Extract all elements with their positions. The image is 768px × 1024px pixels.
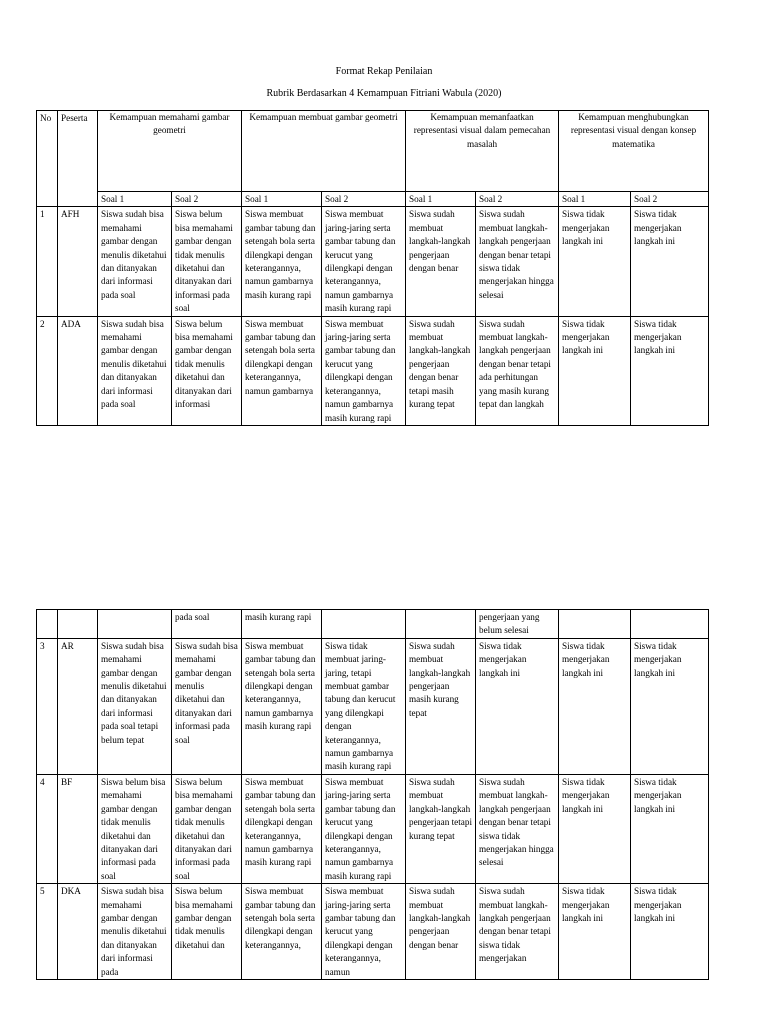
row-no: 1 [37,207,58,316]
header-soal: Soal 2 [476,192,559,207]
header-group: Kemampuan membuat gambar geometri [242,111,406,192]
row-cell: Siswa sudah membuat langkah-langkah pengerjaan tetapi kurang tepat [406,774,476,883]
row-cell: Siswa sudah membuat langkah-langkah pengerjaan masih kurang tepat [406,638,476,774]
row-cell: Siswa tidak membuat jaring-jaring, tetapi membuat gambar tabung dan kerucut yang dilengkapi dengan keterangannya, namun gambarnya masih kurang rapi [322,638,406,774]
row-cell: Siswa membuat gambar tabung dan setengah bola serta dilengkapi dengan keterangannya, namun gambarnya masih kurang rapi [242,207,322,316]
continuation-cell [98,610,172,639]
document-title: Format Rekap Penilaian [335,66,433,77]
header-soal: Soal 2 [322,192,406,207]
row-cell: Siswa tidak mengerjakan langkah ini [631,316,709,425]
continuation-cell [58,610,98,639]
header-soal: Soal 1 [242,192,322,207]
continuation-cell [406,610,476,639]
assessment-table-page-1 [36,110,709,426]
header-soal: Soal 1 [406,192,476,207]
row-cell: Siswa membuat jaring-jaring serta gambar tabung dan kerucut yang dilengkapi dengan keterangannya, namun gambarnya masih kurang rapi [322,316,406,425]
row-cell: Siswa membuat gambar tabung dan setengah bola serta dilengkapi dengan keterangannya, namun gambarnya [242,316,322,425]
continuation-cell [37,610,58,639]
row-cell: Siswa sudah membuat langkah-langkah pengerjaan dengan benar [406,884,476,980]
row-no: 5 [37,884,58,980]
row-no: 2 [37,316,58,425]
table-row [37,207,709,316]
continuation-cell: pada soal [172,610,242,639]
row-cell: Siswa sudah membuat langkah-langkah pengerjaan dengan benar tetapi ada perhitungan yang masih kurang tepat dan langkah [476,316,559,425]
continuation-cell: masih kurang rapi [242,610,322,639]
row-cell: Siswa tidak mengerjakan langkah ini [559,884,631,980]
row-peserta: AFH [58,207,98,316]
header-soal: Soal 1 [98,192,172,207]
row-cell: Siswa tidak mengerjakan langkah ini [631,638,709,774]
table-row [37,638,709,774]
row-cell: Siswa belum bisa memahami gambar dengan tidak menulis diketahui dan [172,884,242,980]
row-cell: Siswa tidak mengerjakan langkah ini [631,774,709,883]
continuation-cell: pengerjaan yang belum selesai [476,610,559,639]
header-soal: Soal 2 [172,192,242,207]
document-subtitle: Rubrik Berdasarkan 4 Kemampuan Fitriani Wabula (2020) [266,88,502,99]
row-cell: Siswa membuat gambar tabung dan setengah bola serta dilengkapi dengan keterangannya, [242,884,322,980]
row-cell: Siswa membuat gambar tabung dan setengah bola serta dilengkapi dengan keterangannya, namun gambarnya masih kurang rapi [242,638,322,774]
assessment-table-page-2 [36,609,709,980]
row-cell: Siswa tidak mengerjakan langkah ini [559,316,631,425]
header-soal: Soal 1 [559,192,631,207]
continuation-row [37,610,709,639]
row-cell: Siswa sudah membuat langkah-langkah pengerjaan dengan benar tetapi siswa tidak mengerjakan hingga selesai [476,207,559,316]
row-cell: Siswa membuat jaring-jaring serta gambar tabung dan kerucut yang dilengkapi dengan keterangannya, namun gambarnya masih kurang rapi [322,207,406,316]
row-cell: Siswa belum bisa memahami gambar dengan tidak menulis diketahui dan ditanyakan dari informasi pada soal [172,207,242,316]
row-cell: Siswa belum bisa memahami gambar dengan tidak menulis diketahui dan ditanyakan dari informasi [172,316,242,425]
header-group: Kemampuan memahami gambar geometri [98,111,242,192]
row-cell: Siswa sudah bisa memahami gambar dengan menulis diketahui dan ditanyakan dari informasi pada soal [98,207,172,316]
row-cell: Siswa tidak mengerjakan langkah ini [631,207,709,316]
row-peserta: AR [58,638,98,774]
row-cell: Siswa belum bisa memahami gambar dengan tidak menulis diketahui dan ditanyakan dari informasi pada soal [172,774,242,883]
row-no: 3 [37,638,58,774]
row-no: 4 [37,774,58,883]
header-group: Kemampuan menghubungkan representasi visual dengan konsep matematika [559,111,709,192]
table-row [37,774,709,883]
header-no: No [37,111,58,207]
row-cell: Siswa tidak mengerjakan langkah ini [559,207,631,316]
row-cell: Siswa sudah membuat langkah-langkah pengerjaan dengan benar [406,207,476,316]
row-cell: Siswa membuat jaring-jaring serta gambar tabung dan kerucut yang dilengkapi dengan keterangannya, namun gambarnya masih kurang rapi [322,774,406,883]
row-cell: Siswa membuat jaring-jaring serta gambar tabung dan kerucut yang dilengkapi dengan keterangannya, namun [322,884,406,980]
row-cell: Siswa sudah membuat langkah-langkah pengerjaan dengan benar tetapi siswa tidak mengerjakan hingga selesai [476,774,559,883]
header-row [37,111,709,192]
row-cell: Siswa sudah bisa memahami gambar dengan menulis diketahui dan ditanyakan dari informasi pada soal tetapi belum tepat [98,638,172,774]
header-group: Kemampuan memanfaatkan representasi visual dalam pemecahan masalah [406,111,559,192]
row-cell: Siswa sudah bisa memahami gambar dengan menulis diketahui dan ditanyakan dari informasi pada soal [172,638,242,774]
row-cell: Siswa tidak mengerjakan langkah ini [559,638,631,774]
table-row [37,884,709,980]
row-peserta: DKA [58,884,98,980]
continuation-cell [631,610,709,639]
row-cell: Siswa tidak mengerjakan langkah ini [631,884,709,980]
row-peserta: BF [58,774,98,883]
continuation-cell [559,610,631,639]
row-cell: Siswa sudah bisa memahami gambar dengan menulis diketahui dan ditanyakan dari informasi pada soal [98,316,172,425]
row-cell: Siswa sudah bisa memahami gambar dengan menulis diketahui dan ditanyakan dari informasi pada [98,884,172,980]
row-cell: Siswa membuat gambar tabung dan setengah bola serta dilengkapi dengan keterangannya, namun gambarnya masih kurang rapi [242,774,322,883]
soal-row [37,192,709,207]
row-cell: Siswa sudah membuat langkah-langkah pengerjaan dengan benar tetapi siswa tidak mengerjakan [476,884,559,980]
row-cell: Siswa tidak mengerjakan langkah ini [476,638,559,774]
header-soal: Soal 2 [631,192,709,207]
row-cell: Siswa sudah membuat langkah-langkah pengerjaan dengan benar tetapi masih kurang tepat [406,316,476,425]
row-cell: Siswa belum bisa memahami gambar dengan tidak menulis diketahui dan ditanyakan dari informasi pada soal [98,774,172,883]
row-peserta: ADA [58,316,98,425]
row-cell: Siswa tidak mengerjakan langkah ini [559,774,631,883]
continuation-cell [322,610,406,639]
table-row [37,316,709,425]
header-peserta: Peserta [58,111,98,207]
